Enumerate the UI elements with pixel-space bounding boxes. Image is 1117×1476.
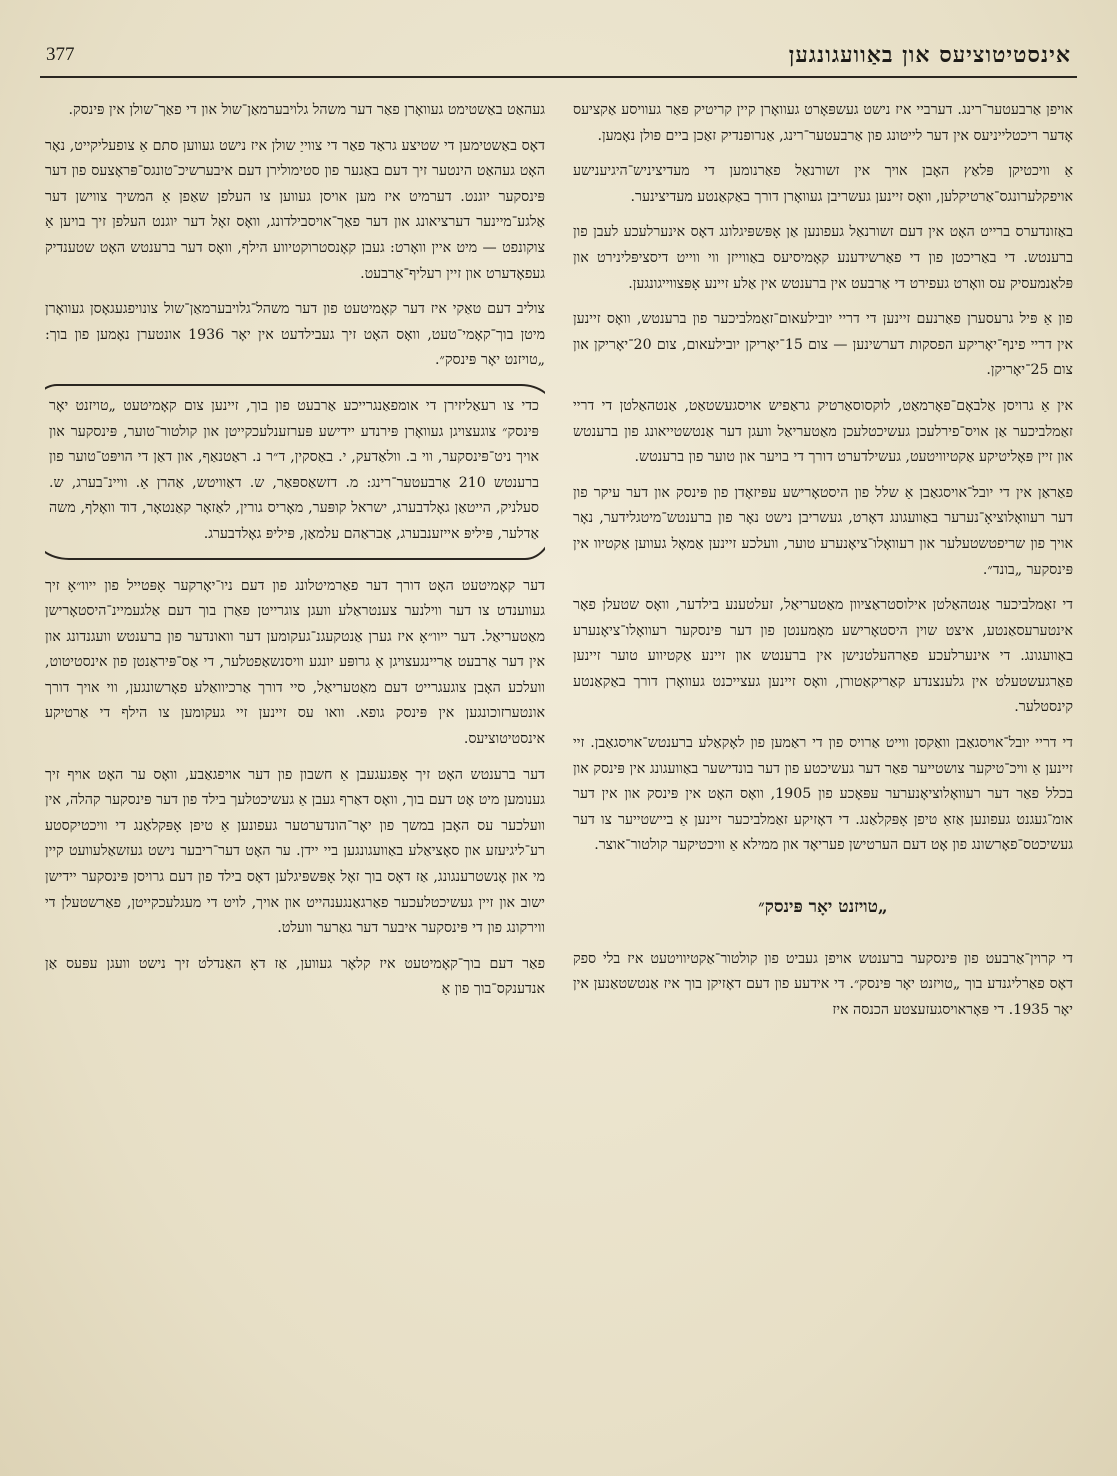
paragraph: די קרוין־אַרבעט פון פּינסקער ברענטש אויפן געביט פון קולטור־אַקטיוויטעט איז בלי ספק דאָס פאַרליגנדע בוך „טויזנט יאָר פּינסק״. די אידעע פון דעם דאָזיקן בוך איז אַנטשטאַנען אין יאָר 1935. די פּאָראויסגעזעצטע הכנסה איז [573,950,1073,1018]
paragraph: אין אַ גרויסן אַלבאָם־פאָרמאַט, לוקסוסאַרטיק גראַפיש אויסגעשטאַט, אַנטהאַלטן די דריי זאַמלביכער אַן אויס־פירלעכן געשיכטלעכן מאַטעריאַל וועגן דער אַנטשטייאונג פון ברענטש און זיין פּאָליטיקע אַקטיוויטעט, געשילדערט דורך די בויער און טוער פון ברענטש. [573,397,1073,466]
paragraph: די זאַמלביכער אַנטהאַלטן אילוסטראַציוון מאַטעריאַל, זעלטענע בילדער, וואָס שטעלן פאָר אינטערעסאַנטע, איצט שוין היסטאָרישע מאָמענטן פון דער פּינסקער רעוואָלו־ציאָנערע באַוועגונג. די אינערלעכע פאַרהעלטנישן אין ברענטש און זיינע אַקטיווע טוער זיינען פאַרגעשטעלט אין גלענצנדע קאַריקאַטורן, וואָס זיינען געצייכנט געוואָרן דורך באַקאַנטע קינסטלער. [573,597,1073,716]
page-number: 377 [46,44,75,65]
paragraph: די דריי יובל־אויסגאַבן וואַקסן ווייט אַרויס פון די ראַמען פון לאָקאַלע ברענטש־אויסגאַבן. זיי זיינען אַ וויכ־טיקער צושטייער פאַר דער געשיכטע פון דער בונדישער באַוועגונג אין פּינסק און בכלל פאַר דער רעוואָלוציאָנערער עפּאָכע פון 1905, וואָס האָט אין פּינסק און אין דער אומ־געגנט געפונען אַזאַ טיפן אָפּקלאַנג. די דאָזיקע זאַמלביכער זיינען אַ ביישטייער צו דער געשיכטס־פאָרשונג פון אָט דעם הערטישן פעריאָד און ממילא אַ וויכטיקער קולטור־אוצר. [573,735,1073,854]
paragraph: כדי צו רעאַליזירן די אומפאַנגרייכע אַרבעט פון בוך, זיינען צום קאָמיטעט „טויזנט יאָר פּינסק״ צוגעצויגן געוואָרן פּירנדע יידישע פּערזענלעכקייטן און קולטור־טוער, פּינסקער און אויך ניט־פּינסקער, ווי ב. וולאַדעק, י. באַסקין, ד״ר נ. ראַטנאַף, און דאַן די הויפּט־טוער פון ברענטש 210 אַרבעטער־רינג: מ. דזשאַספּאַר, ש. דאַוויטש, אַהרן אַ. וויינ־בערג, ש. סעלניק, הייטאַן גאָלדבערג, ישראל קופּער, מאָריס גורין, לאַזאָר קאַנטאָר, דוד וואָלף, משה אַדלער, פּיליפּ אייזענבערג, אַבראַהם עלמאַן, פּיליפּ גאָלדבערג. [49,397,539,542]
paragraph: באַזונדערס ברייט האָט אין דעם זשורנאַל געפונען אַן אָפּשפּיגלונג דאָס אינערלעכע לעבן פון ברענטש. די באַריכטן פון די פאַרשידענע קאָמיסיעס באַווייזן ווי ווייט דיסציפּלינירט און פּלאַנמעסיק עס וואָרט געפירט די אַרבעט אין ברענטש אין אַלע זיינע אָפּצווייגונגען. [573,224,1073,292]
paragraph: דער קאָמיטעט האָט דורך דער פאַרמיטלונג פון דעם ניו־יאָרקער אָפּטייל פון ייוו״אָ זיך געווענדט צו דער ווילנער צענטראַלע וועגן צוגרייטן פאַרן בוך דעם אַלגעמיינ־היסטאָרישן מאַטעריאַל. דער ייוו״אָ איז גערן אַנטקעגנ־געקומען דער וואונדער פון ברענטש וועגנדונג און אין דער אַרבעט אַריינגעצויגן אַ גרופּע יונגע וויסנשאַפטלער, די אַס־פּיראַנטן פון אינסטיטוט, וועלכע האָבן צוגעגרייט דעם מאַטעריאַל, סיי דורך אַרכיוואַלע פאָרשונגען, ווי אויך דורך אונטערזוכונגען אין פּינסק גופא. וואו עס זיינען זיי געקומען צו הילף די אַרטיקע אינסטיטוציעס. [45,577,545,748]
page-header [40,40,1077,78]
hand-circled-passage [45,384,545,560]
paragraph: געהאַט באַשטימט געוואָרן פאַר דער משהל גלויבערמאַן־שול און די פאַך־שולן אין פּינסק. [68,102,545,118]
paragraph: דער ברענטש האָט זיך אָפּגעגעבן אַ חשבון פון דער אויפגאַבע, וואָס ער האָט אויף זיך גענומען מיט אָט דעם בוך, וואָס דאַרף געבן אַ געשיכטלעך בילד פון דער פּינסקער קהלה, אין וועלכער עס האָבן במשך פון יאָר־הונדערטער געפונען אַ טיפן אָפּקלאַנג די וויכטיקסטע רע־ליגיעזע און סאָציאַלע באַוועגונגען ביי יידן. ער האָט דער־ריבער נישט געזשאַלעוועט קיין מי און אָנשטרענגונג, אַז דאָס בוך זאָל אָפּשפּיגלען דאָס בילד פון דעם גרויסן פּינסקער יידישן ישוב און זיין געשיכטלעכער פאַרגאַנגענהייט און אויך, לויט די מעגלעכקייטן, פאַרשטעלן די ווירקונג פון די פּינסקער איבער דער גאַרער וועלט. [45,766,545,937]
section-heading: „טויזנט יאָר פּינסק״ [758,897,888,918]
paragraph: פון אַ פּיל גרעסערן פאַרנעם זיינען די דריי יובילעאום־זאַמלביכער פון ברענטש, וואָס זיינען אין דריי פינף־יאָריקע הפסקות דערשינען — צום 15־יאָריקן יובילעאום, צום 20־יאָריקן און צום 25־יאָריקן. [573,311,1073,379]
paragraph: צוליב דעם טאַקי איז דער קאָמיטעט פון דער משהל־גלויבערמאַן־שול צונויפגעגאָסן געוואָרן מיטן בוך־קאָמי־טעט, וואָס האָט זיך געבילדעט אין יאָר 1936 אונטערן נאָמען פון בוך: „טויזנט יאָר פּינסק״. [45,301,545,369]
running-head: אינסטיטוציעס און באַוועגונגען [788,42,1071,68]
paragraph: פאַר דעם בוך־קאָמיטעט איז קלאָר געווען, אַז דאָ האַנדלט זיך נישט וועגן עפּעס אַן אנדענקס־בוך פון אַ [45,955,545,998]
paragraph: פאַראַן אין די יובל־אויסגאַבן אַ שלל פון היסטאָרישע עפּיזאָדן פון פּינסק און דער עיקר פון דער רעוואָלוציאָ־נערער באַוועגונג דאָרט, געשריבן נישט נאָר פון ברענטש־מיטגלידער, נאָר אויך פון שריפטשטעלער און רעוואָלו־ציאָנערע טוער, וועלכע זיינען אַמאָל געווען אַקטיוו אין פּינסקער „בונד״. [573,484,1073,578]
right-column [573,98,1073,1460]
paragraph: דאָס באַשטימען די שטיצע גראַד פאַר די צווייַ שולן איז נישט געווען סתם אַ צופעליקייט, נאָר האָט געהאַט הינטער זיך דעם באַגער פון סטימולירן דעם איבערשיכ־טונגס־פּראָצעס פון דער פּינסקער יוגנט. דערמיט איז מען אויסן געווען צו העלפן שאַפן אַ המשיך צווישן דער אַלגע־מיינער דערציאונג און דער פאַך־אויסבילדונג, וואָס זאָל דער יוגנט העלפן זיך בויען אַ צוקונפט — מיט איין וואָרט: געבן קאָנסטרוקטיווע הילף, וואָס דער ברענטש האָט שטענדיק געפאָדערט און זיין רעליף־אַרבעט. [45,137,545,282]
paragraph: אויפן אַרבעטער־רינג. דערביי איז נישט געשפּאָרט געוואָרן קיין קריטיק פאַר געוויסע אַקציעס אָדער ריכטלייניעס אין דער לייטונג פון אַרבעטער־רינג, אַנרופנדיק זאַכן ביים פולן נאָמען. [573,102,1073,144]
left-column [45,98,545,1460]
paragraph: אַ וויכטיקן פּלאַץ האָבן אויך אין זשורנאַל פאַרנומען די מעדיציניש־היגיענישע אויפקלערונגס־אַרטיקלען, וואָס זיינען געשריבן געוואָרן דורך באַקאַנטע מעדיצינער. [573,163,1073,205]
